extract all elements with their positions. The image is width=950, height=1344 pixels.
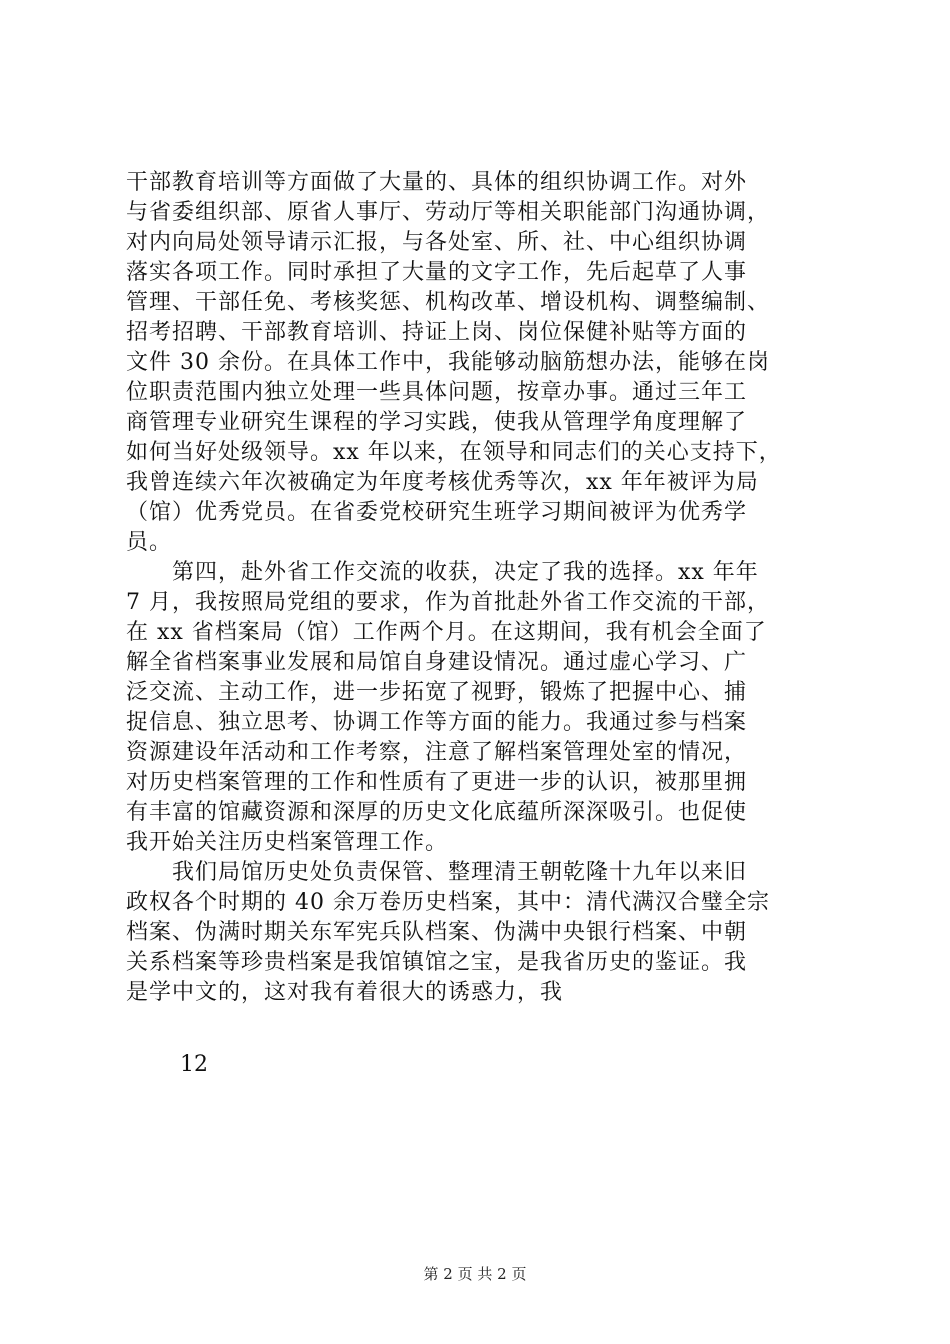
text-line: 对内向局处领导请示汇报，与各处室、所、社、中心组织协调 [126,230,748,255]
text-line: 文件 30 余份。在具体工作中，我能够动脑筋想办法，能够在岗 [126,350,770,375]
text-line: 商管理专业研究生课程的学习实践，使我从管理学角度理解了 [126,410,748,435]
text-line: 泛交流、主动工作，进一步拓宽了视野，锻炼了把握中心、捕 [126,680,748,705]
text-line: 招考招聘、干部教育培训、持证上岗、岗位保健补贴等方面的 [126,320,748,345]
text-line: 如何当好处级领导。xx 年以来，在领导和同志们的关心支持下， [126,440,782,465]
text-line: 政权各个时期的 40 余万卷历史档案，其中：清代满汉合璧全宗 [126,890,770,915]
text-line: 是学中文的，这对我有着很大的诱惑力，我 [126,980,564,1005]
text-line: 我曾连续六年次被确定为年度考核优秀等次，xx 年年被评为局 [126,470,759,495]
text-line: 7 月，我按照局党组的要求，作为首批赴外省工作交流的干部， [126,590,770,615]
text-line: 位职责范围内独立处理一些具体问题，按章办事。通过三年工 [126,380,748,405]
inline-page-number: 12 [180,1052,208,1077]
text-line: 第四，赴外省工作交流的收获，决定了我的选择。xx 年年 [126,560,759,585]
text-line: 捉信息、独立思考、协调工作等方面的能力。我通过参与档案 [126,710,748,735]
text-line: 落实各项工作。同时承担了大量的文字工作，先后起草了人事 [126,260,748,285]
text-line: （馆）优秀党员。在省委党校研究生班学习期间被评为优秀学 [126,500,748,525]
text-line: 对历史档案管理的工作和性质有了更进一步的认识，被那里拥 [126,770,748,795]
text-line: 资源建设年活动和工作考察，注意了解档案管理处室的情况， [126,740,748,765]
text-line: 员。 [126,530,173,555]
text-line: 与省委组织部、原省人事厅、劳动厅等相关职能部门沟通协调， [126,200,771,225]
text-line: 在 xx 省档案局（馆）工作两个月。在这期间，我有机会全面了 [126,620,767,645]
text-line: 管理、干部任免、考核奖惩、机构改革、增设机构、调整编制、 [126,290,771,315]
text-line: 我们局馆历史处负责保管、整理清王朝乾隆十九年以来旧 [126,860,748,885]
text-line: 关系档案等珍贵档案是我馆镇馆之宝，是我省历史的鉴证。我 [126,950,748,975]
body-text [126,168,836,1008]
text-line: 干部教育培训等方面做了大量的、具体的组织协调工作。对外 [126,170,748,195]
text-line: 有丰富的馆藏资源和深厚的历史文化底蕴所深深吸引。也促使 [126,800,748,825]
text-line: 档案、伪满时期关东军宪兵队档案、伪满中央银行档案、中朝 [126,920,748,945]
page-footer: 第 2 页 共 2 页 [423,1265,527,1283]
text-line: 解全省档案事业发展和局馆自身建设情况。通过虚心学习、广 [126,650,748,675]
text-line: 我开始关注历史档案管理工作。 [126,830,449,855]
